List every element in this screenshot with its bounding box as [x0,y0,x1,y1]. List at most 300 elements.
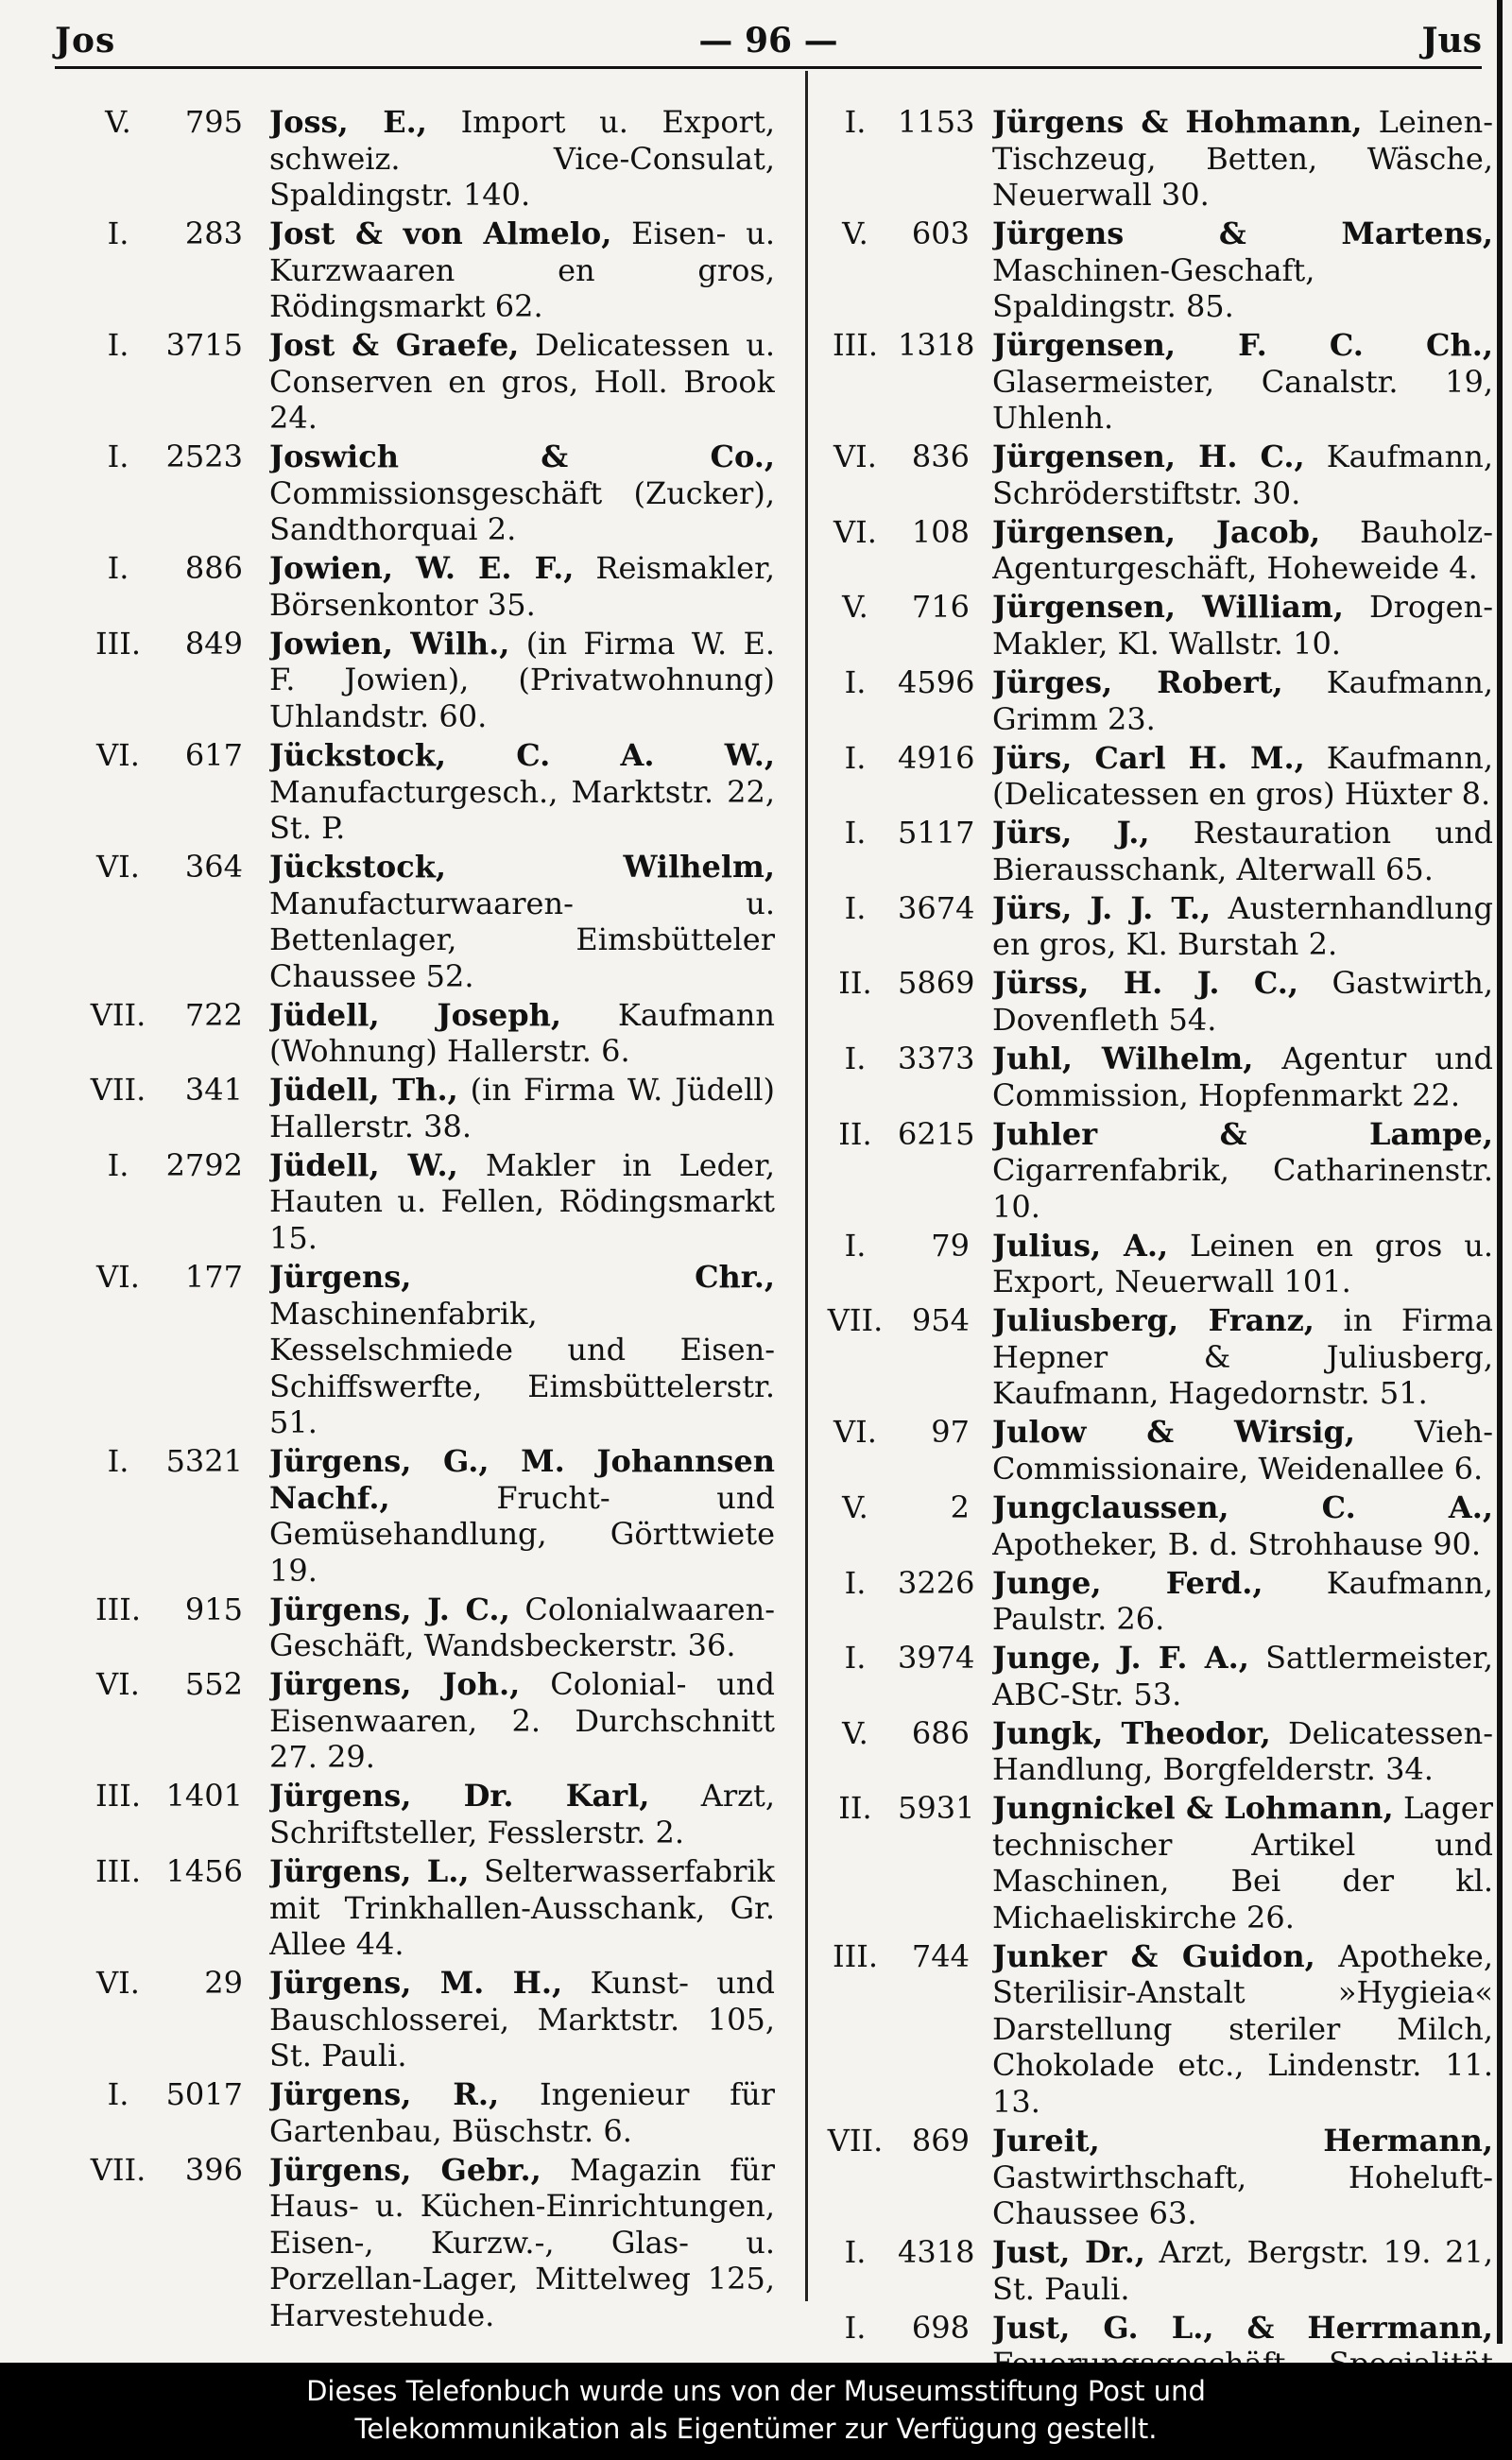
phone-number [813,327,992,437]
subscriber-details: Frucht- und Gemüsehandlung, Görttwiete 19. [269,1479,775,1589]
directory-entry [813,1302,1493,1412]
subscriber-name: Jürgensen, Jacob, [992,513,1321,550]
entry-text [269,997,775,1070]
exchange-district: I. [107,327,129,364]
directory-entry [76,1259,775,1441]
line-number: 1318 [898,327,975,364]
line-number: 869 [911,2123,970,2159]
exchange-district: VII. [90,2151,146,2188]
subscriber-details: Leinen-Tischzeug, Betten, Wäsche, Neuerwall 30. [992,104,1493,213]
phone-number [76,2076,269,2149]
footer-line-1: Dieses Telefonbuch wurde uns von der Museumsstiftung Post und [306,2375,1206,2407]
line-number: 3974 [898,1640,975,1677]
directory-entry [813,1790,1493,1935]
phone-number [76,997,269,1070]
directory-entry [813,2123,1493,2232]
subscriber-details: Selterwasserfabrik mit Trinkhallen-Ausschank, Gr. Allee 44. [269,1853,775,1962]
line-number: 1153 [898,104,975,140]
directory-entry [813,815,1493,887]
directory-entry [76,1443,775,1589]
exchange-district: I. [844,104,867,140]
exchange-district: VI. [96,737,140,774]
phone-number [76,550,269,623]
entry-text [992,965,1493,1038]
line-number: 4318 [898,2234,975,2271]
subscriber-details: Delicatessen-Handlung, Borgfelderstr. 34. [992,1714,1493,1788]
subscriber-name: Jürgensen, H. C., [992,439,1305,475]
exchange-district: I. [107,439,129,475]
line-number: 603 [911,215,970,252]
line-number: 915 [184,1591,243,1627]
subscriber-details: Lager technischer Artikel und Maschinen, Bei der kl. Michaeliskirche 26. [992,1790,1493,1935]
entry-text [269,550,775,623]
subscriber-name: Julow & Wirsig, [992,1414,1356,1451]
line-number: 364 [184,849,243,886]
line-number: 5117 [898,815,975,852]
directory-entry [76,737,775,847]
exchange-district: I. [107,2076,129,2113]
exchange-district: VI. [96,849,140,886]
line-number: 744 [911,1937,970,1974]
entry-text [992,2234,1493,2307]
subscriber-name: Jureit, Hermann, [992,2123,1493,2159]
subscriber-details: Sattlermeister, ABC-Str. 53. [992,1640,1493,1712]
line-number: 97 [931,1414,970,1451]
entry-text [992,327,1493,437]
subscriber-name: Joss, E., [269,104,427,140]
subscriber-details: Austernhandlung en gros, Kl. Burstah 2. [992,889,1493,963]
subscriber-details: Restauration und Bierausschank, Alterwall 65. [992,815,1493,887]
subscriber-name: Jürs, Carl H. M., [992,739,1305,776]
line-number: 5869 [898,965,975,1002]
subscriber-details: Delicatessen u. Conserven en gros, Holl. Brook 24. [269,327,775,437]
subscriber-details: (in Firma W. Jüdell) Hallerstr. 38. [269,1072,775,1144]
exchange-district: I. [844,815,867,852]
directory-entry [813,2234,1493,2307]
phone-number [813,815,992,887]
directory-entry [76,997,775,1070]
subscriber-name: Jürgensen, William, [992,589,1344,626]
subscriber-details: Vieh-Commissionaire, Weidenallee 6. [992,1414,1493,1487]
directory-entry [76,327,775,437]
line-number: 4596 [898,664,975,701]
subscriber-details: Makler in Leder, Hauten u. Fellen, Rödingsmarkt 15. [269,1146,775,1256]
subscriber-name: Jürs, J., [992,815,1150,852]
directory-entry [813,1640,1493,1712]
subscriber-details: Import u. Export, schweiz. Vice-Consulat, Spaldingstr. 140. [269,104,775,213]
subscriber-name: Jürgensen, F. C. Ch., [992,327,1493,364]
subscriber-name: Jürgens, J. C., [269,1591,510,1627]
line-number: 3674 [898,889,975,926]
entry-text [269,1443,775,1589]
line-number: 795 [184,104,243,140]
phone-number [76,737,269,847]
entry-text [269,626,775,735]
exchange-district: III. [94,625,142,662]
phone-number [813,1715,992,1788]
subscriber-details: (in Firma W. E. F. Jowien), (Privatwohnung) Uhlandstr. 60. [269,625,775,734]
entry-text [269,1591,775,1664]
line-number: 686 [911,1714,970,1751]
line-number: 6215 [898,1115,975,1152]
line-number: 886 [184,550,243,587]
entry-text [269,1666,775,1776]
header-rule [55,66,1482,69]
phone-number [76,626,269,735]
line-number: 341 [184,1072,243,1109]
exchange-district: VI. [96,1666,140,1703]
phone-number [76,2152,269,2334]
subscriber-name: Jürgens, Chr., [269,1259,775,1296]
subscriber-details: Cigarrenfabrik, Catharinenstr. 10. [992,1152,1493,1225]
subscriber-details: Kaufmann, Grimm 23. [992,664,1493,737]
exchange-district: VI. [96,1259,140,1296]
subscriber-details: Drogen-Makler, Kl. Wallstr. 10. [992,589,1493,662]
subscriber-name: Jürs, J. J. T., [992,889,1211,926]
subscriber-name: Jürgens, Dr. Karl, [269,1778,650,1815]
subscriber-name: Jost & Graefe, [269,327,520,364]
phone-number [813,1790,992,1935]
phone-number [813,2234,992,2307]
subscriber-details: Kaufmann, (Delicatessen en gros) Hüxter 8. [992,739,1493,813]
phone-number [813,215,992,325]
subscriber-name: Jürgens, G., M. Johannsen Nachf., [269,1443,775,1516]
exchange-district: I. [107,1443,129,1480]
directory-entry [76,215,775,325]
exchange-district: I. [844,2234,867,2271]
entry-text [992,439,1493,511]
line-number: 4916 [898,739,975,776]
exchange-district: VII. [90,1072,146,1109]
phone-number [76,1853,269,1963]
phone-number [813,890,992,963]
page-header [55,17,1482,64]
subscriber-details: Manufacturwaaren- u. Bettenlager, Eimsbütteler Chaussee 52. [269,885,775,994]
phone-number [76,1259,269,1441]
directory-entry [813,1938,1493,2121]
entry-text [992,1302,1493,1412]
line-number: 836 [911,439,970,475]
entry-text [992,1715,1493,1788]
subscriber-name: Jürges, Robert, [992,664,1283,701]
phone-number [813,1489,992,1562]
subscriber-details: Colonialwaaren-Geschäft, Wandsbeckerstr. 36. [269,1591,775,1664]
subscriber-details: Commissionsgeschäft (Zucker), Sandthorquai 2. [269,474,775,548]
phone-number [813,589,992,662]
entry-text [992,589,1493,662]
subscriber-name: Jungk, Theodor, [992,1714,1271,1751]
phone-number [76,1072,269,1144]
exchange-district: V. [105,104,131,140]
exchange-district: I. [844,2309,867,2346]
entry-text [269,1147,775,1257]
entry-text [269,1778,775,1850]
directory-entry [76,1778,775,1850]
exchange-district: I. [844,664,867,701]
subscriber-name: Jürgens, R., [269,2076,500,2113]
line-number: 79 [931,1227,970,1264]
exchange-district: I. [844,889,867,926]
subscriber-name: Jüdell, W., [269,1146,458,1183]
line-number: 716 [911,589,970,626]
entry-text [992,1790,1493,1935]
column-divider [805,71,808,2301]
subscriber-name: Juhl, Wilhelm, [992,1041,1254,1077]
directory-entry [813,1414,1493,1487]
phone-number [76,1591,269,1664]
subscriber-name: Junge, J. F. A., [992,1640,1249,1677]
exchange-district: V. [842,589,868,626]
phone-number [813,1041,992,1113]
entry-text [269,2076,775,2149]
entry-text [269,1259,775,1441]
entry-text [992,815,1493,887]
subscriber-name: Jürgens, L., [269,1853,470,1889]
subscriber-name: Juhler & Lampe, [992,1115,1493,1152]
subscriber-name: Jürgens, Joh., [269,1666,521,1703]
exchange-district: III. [94,1591,142,1627]
entry-text [269,1072,775,1144]
entry-text [269,215,775,325]
entry-text [269,439,775,548]
line-number: 5321 [165,1443,243,1480]
directory-entry [813,1041,1493,1113]
exchange-district: V. [842,1489,868,1525]
phone-number [813,1302,992,1412]
exchange-district: II. [838,965,872,1002]
line-number: 552 [184,1666,243,1703]
subscriber-details: Kaufmann, Paulstr. 26. [992,1564,1493,1638]
subscriber-details: Maschinenfabrik, Kesselschmiede und Eisen-Schiffswerfte, Eimsbüttelerstr. 51. [269,1295,775,1441]
phone-number [813,965,992,1038]
phone-number [76,1778,269,1850]
phone-number [813,1938,992,2121]
subscriber-name: Jungnickel & Lohmann, [992,1790,1394,1827]
exchange-district: VII. [90,996,146,1033]
line-number: 722 [184,996,243,1033]
subscriber-details: Reismakler, Börsenkontor 35. [269,550,775,623]
directory-entry [813,965,1493,1038]
entry-text [992,1041,1493,1113]
entry-text [992,1228,1493,1300]
phone-number [813,439,992,511]
subscriber-name: Jückstock, C. A. W., [269,737,775,774]
entry-text [269,104,775,214]
exchange-district: I. [844,1041,867,1077]
line-number: 396 [184,2151,243,2188]
subscriber-name: Just, Dr., [992,2234,1145,2271]
subscriber-name: Jürss, H. J. C., [992,965,1299,1002]
line-number: 177 [184,1259,243,1296]
directory-entry [813,514,1493,587]
exchange-district: I. [844,739,867,776]
phone-number [76,215,269,325]
directory-entry [813,104,1493,214]
subscriber-details: Agentur und Commission, Hopfenmarkt 22. [992,1041,1493,1113]
phone-number [813,1565,992,1638]
right-column [813,104,1493,2457]
phone-number [813,104,992,214]
entry-text [992,2123,1493,2232]
entry-text [269,849,775,994]
exchange-district: V. [842,1714,868,1751]
directory-entry [813,740,1493,813]
subscriber-name: Jürgens & Hohmann, [992,104,1363,140]
line-number: 2792 [165,1146,243,1183]
subscriber-name: Jüdell, Th., [269,1072,458,1109]
exchange-district: VI. [96,1965,140,2002]
phone-number [813,514,992,587]
directory-entry [813,589,1493,662]
entry-text [992,1116,1493,1226]
directory-entry [76,1591,775,1664]
line-number: 5017 [165,2076,243,2113]
line-number: 3373 [898,1041,975,1077]
directory-entry [813,327,1493,437]
subscriber-name: Jückstock, Wilhelm, [269,849,775,886]
entry-text [992,1640,1493,1712]
subscriber-details: in Firma Hepner & Juliusberg, Kaufmann, Hagedornstr. 51. [992,1302,1493,1412]
subscriber-name: Jürgens, Gebr., [269,2151,541,2188]
subscriber-details: Eisen- u. Kurzwaaren en gros, Rödingsmarkt 62. [269,215,775,325]
subscriber-details: Arzt, Schriftsteller, Fesslerstr. 2. [269,1778,775,1850]
directory-entry [76,626,775,735]
subscriber-details: Maschinen-Geschaft, Spaldingstr. 85. [992,251,1315,325]
exchange-district: I. [107,215,129,252]
directory-entry [76,1853,775,1963]
exchange-district: III. [832,1937,879,1974]
exchange-district: III. [94,1778,142,1815]
entry-text [269,1965,775,2074]
directory-entry [76,439,775,548]
subscriber-name: Juliusberg, Franz, [992,1302,1314,1339]
subscriber-details: Bauholz-Agenturgeschäft, Hoheweide 4. [992,513,1493,587]
line-number: 617 [184,737,243,774]
phone-number [76,1147,269,1257]
entry-text [992,890,1493,963]
subscriber-details: Colonial- und Eisenwaaren, 2. Durchschnitt 27. 29. [269,1666,775,1776]
subscriber-details: Leinen en gros u. Export, Neuerwall 101. [992,1227,1493,1300]
exchange-district: I. [844,1564,867,1601]
directory-entry [813,890,1493,963]
page-number: — 96 — [698,21,838,60]
phone-number [76,1666,269,1776]
exchange-district: III. [94,1853,142,1889]
exchange-district: I. [107,1146,129,1183]
phone-number [813,664,992,737]
subscriber-details: Kunst- und Bauschlosserei, Marktstr. 105, St. Pauli. [269,1965,775,2074]
subscriber-details: Arzt, Bergstr. 19. 21, St. Pauli. [992,2234,1493,2307]
subscriber-details: Apotheke, Sterilisir-Anstalt »Hygieia« Darstellung steriler Milch, Chokolade etc., Lindenstr. 11. 13. [992,1937,1493,2120]
footer-notice [0,2363,1512,2460]
subscriber-name: Jürgens, M. H., [269,1965,563,2002]
directory-entry [76,550,775,623]
exchange-district: I. [844,1640,867,1677]
directory-entry [813,439,1493,511]
exchange-district: V. [842,215,868,252]
directory-entry [813,1715,1493,1788]
directory-entry [76,1666,775,1776]
exchange-district: I. [844,1227,867,1264]
directory-entry [813,664,1493,737]
entry-text [992,740,1493,813]
directory-entry [76,1072,775,1144]
subscriber-details: Ingenieur für Gartenbau, Büschstr. 6. [269,2076,775,2149]
entry-text [269,2152,775,2334]
phone-number [76,327,269,437]
subscriber-name: Jürgens & Martens, [992,215,1493,252]
line-number: 2523 [165,439,243,475]
phone-number [813,740,992,813]
exchange-district: I. [107,550,129,587]
exchange-district: II. [838,1790,872,1827]
exchange-district: III. [832,327,879,364]
subscriber-name: Just, G. L., & Herrmann, [992,2309,1493,2346]
phone-number [76,104,269,214]
subscriber-name: Joswich & Co., [269,439,775,475]
subscriber-details: Gastwirthschaft, Hoheluft-Chaussee 63. [992,2159,1493,2232]
subscriber-name: Jüdell, Joseph, [269,996,562,1033]
phone-number [813,1228,992,1300]
entry-text [992,1489,1493,1562]
left-column [76,104,775,2336]
line-number: 2 [950,1489,970,1525]
header-left-keyword: Jos [55,21,116,60]
exchange-district: VI. [833,439,877,475]
phone-number [76,439,269,548]
directory-entry [76,2076,775,2149]
page-edge-rule [1497,0,1503,2344]
directory-entry [76,1147,775,1257]
entry-text [992,1414,1493,1487]
subscriber-details: Manufacturgesch., Marktstr. 22, St. P. [269,773,775,847]
subscriber-name: Jost & von Almelo, [269,215,612,252]
exchange-district: VI. [833,1414,877,1451]
phone-number [76,1443,269,1589]
subscriber-name: Jowien, W. E. F., [269,550,575,587]
header-right-keyword: Jus [1421,21,1482,60]
exchange-district: VI. [833,513,877,550]
line-number: 849 [184,625,243,662]
subscriber-name: Julius, A., [992,1227,1169,1264]
entry-text [992,215,1493,325]
subscriber-name: Jowien, Wilh., [269,625,510,662]
line-number: 3715 [165,327,243,364]
line-number: 5931 [898,1790,975,1827]
exchange-district: II. [838,1115,872,1152]
directory-entry [76,104,775,214]
subscriber-name: Junker & Guidon, [992,1937,1315,1974]
subscriber-name: Junge, Ferd., [992,1564,1263,1601]
line-number: 954 [911,1302,970,1339]
phone-number [76,1965,269,2074]
line-number: 3226 [898,1564,975,1601]
footer-line-2: Telekommunikation als Eigentümer zur Verfügung gestellt. [354,2413,1158,2445]
directory-entry [76,2152,775,2334]
line-number: 29 [204,1965,243,2002]
line-number: 698 [911,2309,970,2346]
subscriber-details: Glasermeister, Canalstr. 19, Uhlenh. [992,363,1493,437]
directory-entry [76,849,775,994]
phone-number [813,2123,992,2232]
directory-entry [813,1489,1493,1562]
directory-entry [813,1565,1493,1638]
exchange-district: VII. [827,1302,884,1339]
phone-number [813,1414,992,1487]
entry-text [269,327,775,437]
line-number: 1456 [165,1853,243,1889]
directory-entry [813,1228,1493,1300]
